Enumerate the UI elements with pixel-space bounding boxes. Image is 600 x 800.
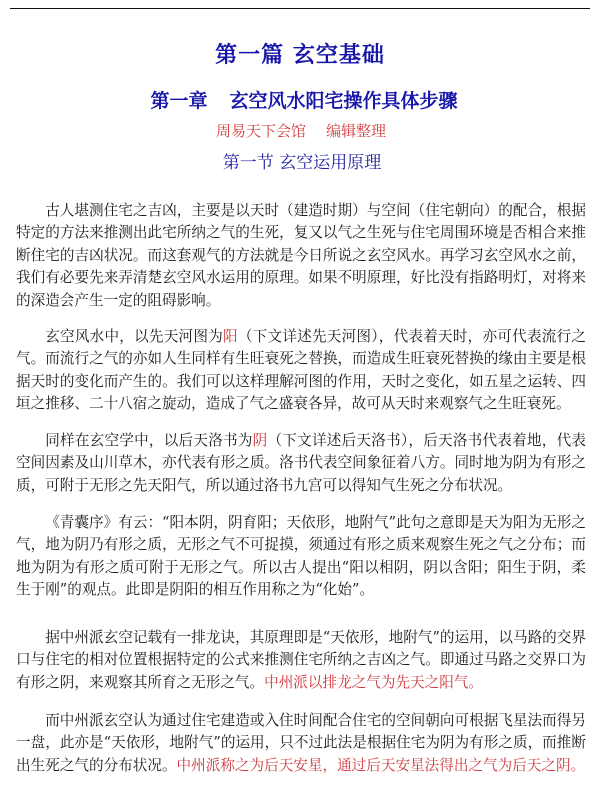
paragraph (16, 430, 586, 497)
paragraph-text: 《青囊序》有云：“阳本阴，阴育阳；天依形，地附气”此句之意即是天为阳为无形之气，地为阴乃有形之质，无形之气不可捉摸，须通过有形之质来观察生死之气之分布；而地为阴为有形之质可附于无形之气。所以古人提出“阳以相阴，阴以含阳；阳生于阴，柔生于刚”的观点。此即是阴阳的相互作用称之为“化始”。 (16, 514, 586, 599)
paragraph (16, 627, 586, 694)
paragraph-text: 而中州派玄空认为通过住宅建造或入住时间配合住宅的空间朝向可根据飞星法而得另一盘，此亦是“天依形，地附气”的运用，只不过此法是根据住宅为阴为有形之质，而推断出生死之气的分布状况。 (16, 712, 586, 774)
highlighted-statement: 中州派以排龙之气为先天之阳气。 (264, 673, 484, 691)
paragraph-text: （下文详述先天河图），代表着天时，亦可代表流行之气。而流行之气的亦如人生同样有生旺衰死之替换，而造成生旺衰死替换的缘由主要是根据天时的变化而产生的。我们可以这样理解河图的作用，天时之变化，如五星之运转、四垣之推移、二十八宿之旋动，造成了气之盛衰各异，故可从天时来观察气之生旺衰死。 (16, 328, 586, 413)
paragraph-text: 古人堪测住宅之吉凶，主要是以天时（建造时期）与空间（住宅朝向）的配合，根据特定的方法来推测出此宅所纳之气的生死，复又以气之生死与住宅周围环境是否相合来推断住宅的吉凶状况。而这套观气的方法就是今日所说之玄空风水。再学习玄空风水之前，我们有必要先来弄清楚玄空风水运用的原理。如果不明原理，好比没有指路明灯，对将来的深造会产生一定的阻碍影响。 (16, 202, 586, 309)
editor-organization: 周易天下会馆 (215, 122, 306, 140)
highlighted-term-yin: 阴 (252, 432, 268, 449)
editor-role: 编辑整理 (326, 122, 387, 140)
paragraph-text: 据中州派玄空记载有一排龙诀，其原理即是“天依形，地附气”的运用，以马路的交界口与住宅的相对位置根据特定的公式来推测住宅所纳之吉凶之气。即通过马路之交界口为有形之阴，来观察其所育之无形之气。 (16, 629, 586, 691)
section-title: 第一节 玄空运用原理 (222, 153, 382, 173)
chapter-name: 玄空风水阳宅操作具体步骤 (229, 90, 458, 112)
paragraph-text: 玄空风水中，以先天河图为 (45, 328, 224, 345)
paragraph (16, 710, 586, 777)
part-title: 第一篇 玄空基础 (215, 43, 385, 68)
paragraph-text: 同样在玄空学中，以后天洛书为 (45, 432, 253, 449)
highlighted-statement: 中州派称之为后天安星，通过后天安星法得出之气为后天之阴。 (176, 756, 586, 774)
paragraph (16, 200, 586, 312)
paragraph (16, 326, 586, 416)
editor-credit (2, 120, 600, 141)
chapter-number: 第一章 (150, 90, 208, 112)
header-rule (10, 8, 590, 9)
highlighted-term-yang: 阳 (223, 328, 238, 345)
paragraph (16, 512, 586, 602)
paragraph-text: （下文详述后天洛书），后天洛书代表着地，代表空间因素及山川草木，亦代表有形之质。洛书代表空间象征着八方。同时地为阴为有形之质，可附于无形之先天阳气，所以通过洛书九宫可以得知气生死之分布状况。 (16, 432, 586, 494)
chapter-title (8, 86, 600, 113)
